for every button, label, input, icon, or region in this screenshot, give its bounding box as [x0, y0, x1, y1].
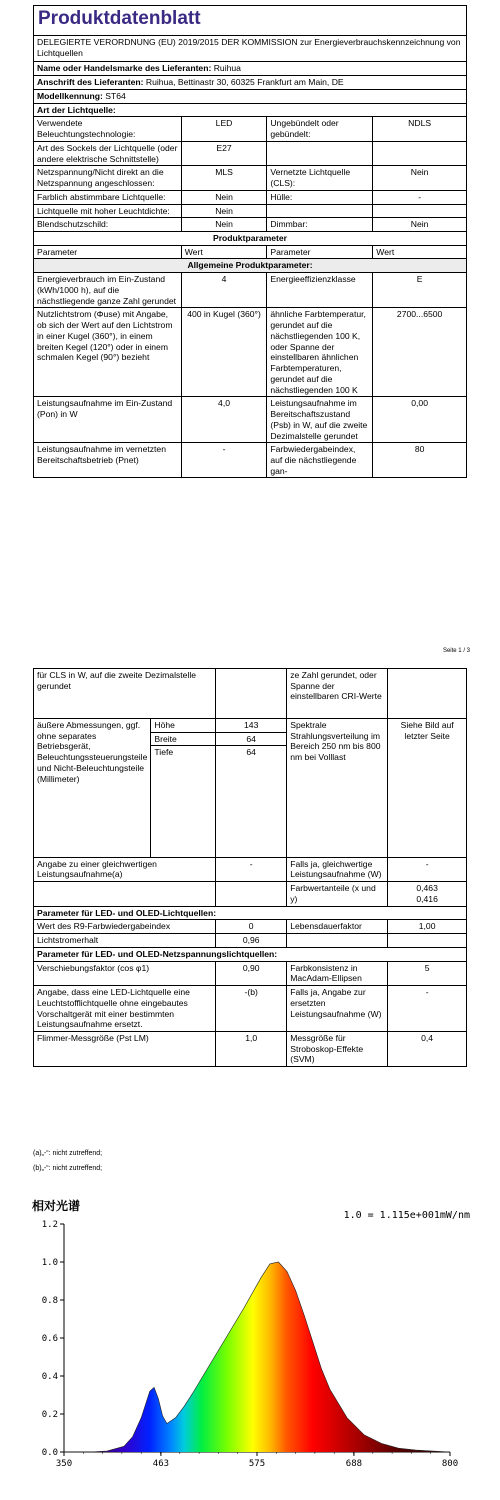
y-tick-label: 1.0 — [41, 1258, 58, 1268]
table-row — [34, 308, 467, 397]
y-tick-label: 0.8 — [41, 1296, 58, 1306]
table-row — [34, 669, 467, 719]
param-label: Angabe zu einer gleichwertigen Leistungsaufnahme(a) — [34, 857, 216, 881]
param-value: 0,96 — [216, 934, 287, 948]
table-row — [34, 190, 467, 204]
param-label: Lichtstromerhalt — [34, 934, 216, 948]
datasheet-table-2 — [33, 668, 467, 1067]
col-header-param: Parameter — [34, 245, 182, 259]
param-label: ze Zahl gerundet, oder Spanne der einstellbaren CRI-Werte — [287, 669, 388, 719]
param-value: 0,4 — [388, 1031, 467, 1066]
param-value: E — [373, 273, 467, 308]
param-value: 1,0 — [216, 1031, 287, 1066]
table-row — [34, 961, 467, 985]
param-value: 1,00 — [388, 920, 467, 934]
param-value: Siehe Bild auf letzter Seite — [388, 719, 467, 858]
table-row — [34, 166, 467, 190]
product-params-heading: Produktparameter — [34, 232, 467, 246]
param-label: Dimmbar: — [267, 218, 373, 232]
datasheet-title-box — [33, 5, 467, 35]
table-row — [34, 920, 467, 934]
param-label: Flimmer-Messgröße (Pst LM) — [34, 1031, 216, 1066]
supplier-name-row — [34, 62, 467, 76]
datasheet-page-1 — [33, 5, 467, 642]
y-tick-label: 0.4 — [41, 1372, 58, 1382]
table-row — [34, 397, 467, 443]
param-label — [267, 204, 373, 218]
supplier-name: Ruihua — [213, 63, 241, 74]
y-tick-label: 0.6 — [41, 1334, 58, 1344]
param-label: Farbwertanteile (x und y) — [287, 882, 388, 906]
model-label: Modellkennung: — [37, 90, 103, 101]
param-label: für CLS in W, auf die zweite Dezimalstelle gerundet — [34, 669, 216, 719]
param-value — [373, 204, 467, 218]
supplier-address-row — [34, 76, 467, 90]
spectrum-fill — [64, 1224, 450, 1452]
y-tick-label: 1.2 — [41, 1220, 58, 1230]
param-value: Nein — [373, 218, 467, 232]
param-value — [388, 669, 467, 719]
table-row — [34, 273, 467, 308]
table-row — [34, 719, 467, 733]
chroma-x: 0,463 — [416, 883, 438, 894]
dimensions-label: äußere Abmessungen, ggf. ohne separates Betriebsgerät, Beleuchtungssteuerungsteile und Nicht-Beleuchtungsteile (Millimeter) — [34, 719, 151, 858]
param-value: 4,0 — [181, 397, 267, 443]
footnote-a: (a)„-“: nicht zutreffend; — [33, 1150, 103, 1157]
param-label — [287, 934, 388, 948]
empty-cell — [34, 882, 216, 906]
param-value: - — [181, 443, 267, 478]
table-row — [34, 1031, 467, 1066]
datasheet-title: Produktdatenblatt — [38, 8, 201, 29]
param-value: 80 — [373, 443, 467, 478]
param-label: Wert des R9-Farbwiedergabeindex — [34, 920, 216, 934]
supplier-name-label: Name oder Handelsmarke des Lieferanten: — [37, 63, 212, 74]
param-label: Verschiebungsfaktor (cos φ1) — [34, 961, 216, 985]
dimension-value: 64 — [216, 746, 287, 759]
x-tick-label: 800 — [441, 1459, 459, 1469]
param-value: Nein — [181, 204, 267, 218]
param-label: Nutzlichtstrom (Φuse) mit Angabe, ob sich der Wert auf den Lichtstrom in einer Kugel (360°), in einem breiten Kegel (120°) oder in einem schmalen Kegel (90°) bezieht — [34, 308, 182, 397]
y-tick-label: 0.2 — [41, 1410, 58, 1420]
model-id: ST64 — [105, 90, 126, 101]
param-value: Nein — [181, 190, 267, 204]
param-value: E27 — [181, 141, 267, 165]
param-value: -(b) — [216, 986, 287, 1032]
param-value: - — [373, 190, 467, 204]
table-row — [34, 443, 467, 478]
param-label: Energieeffizienzklasse — [267, 273, 373, 308]
dimension-key: Tiefe — [151, 746, 216, 759]
y-tick-label: 0.0 — [41, 1448, 58, 1458]
param-label: Art des Sockels der Lichtquelle (oder andere elektrische Schnittstelle) — [34, 141, 182, 165]
col-header-value: Wert — [373, 245, 467, 259]
param-label: Netzspannung/Nicht direkt an die Netzspannung angeschlossen: — [34, 166, 182, 190]
param-value: 0,90 — [216, 961, 287, 985]
table-row — [34, 934, 467, 948]
param-label: Falls ja, Angabe zur ersetzten Leistungsaufnahme (W) — [287, 986, 388, 1032]
param-value — [373, 141, 467, 165]
param-label: Falls ja, gleichwertige Leistungsaufnahme (W) — [287, 857, 388, 881]
dimension-key: Höhe — [151, 719, 216, 733]
table-row — [34, 882, 467, 906]
table-row — [34, 204, 467, 218]
col-header-value: Wert — [181, 245, 267, 259]
param-value: 5 — [388, 961, 467, 985]
x-tick-label: 463 — [152, 1459, 170, 1469]
empty-cell — [151, 759, 216, 857]
general-params-heading: Allgemeine Produktparameter: — [34, 259, 467, 273]
table-row — [34, 986, 467, 1032]
x-tick-label: 350 — [55, 1459, 73, 1469]
table-row — [34, 218, 467, 232]
param-value: 4 — [181, 273, 267, 308]
param-label: Ungebündelt oder gebündelt: — [267, 117, 373, 141]
param-label: Farbwiedergabeindex, auf die nächstliegende gan- — [267, 443, 373, 478]
chroma-values — [388, 882, 467, 906]
param-value — [388, 934, 467, 948]
param-label: Verwendete Beleuchtungstechnologie: — [34, 117, 182, 141]
param-label: Vernetzte Lichtquelle (CLS): — [267, 166, 373, 190]
param-value: 2700...6500 — [373, 308, 467, 397]
param-value: LED — [181, 117, 267, 141]
spectrum-chart — [0, 1196, 500, 1500]
empty-cell — [216, 759, 287, 857]
param-label: Blendschutzschild: — [34, 218, 182, 232]
param-value: 400 in Kugel (360°) — [181, 308, 267, 397]
param-value — [216, 669, 287, 719]
chart-annotation: 1.0 = 1.115e+001mW/nm — [343, 1210, 470, 1221]
param-value: 0 — [216, 920, 287, 934]
table-row — [34, 141, 467, 165]
param-label: Leistungsaufnahme im Ein-Zustand (Pon) in W — [34, 397, 182, 443]
datasheet-table-1 — [33, 35, 467, 478]
param-label: Angabe, dass eine LED-Lichtquelle eine Leuchtstofflichtquelle ohne eingebautes Vorschaltgerät mit einer bestimmten Leistungsaufnahme ersetzt. — [34, 986, 216, 1032]
mains-section-heading: Parameter für LED- und OLED-Netzspannungslichtquellen: — [34, 947, 467, 961]
page-number: Seite 1 / 3 — [442, 648, 470, 654]
x-tick-label: 575 — [248, 1459, 266, 1469]
param-label: Hülle: — [267, 190, 373, 204]
supplier-address: Ruihua, Bettinastr 30, 60325 Frankfurt am Main, DE — [145, 77, 344, 88]
param-label: Energieverbrauch im Ein-Zustand (kWh/1000 h), auf die nächstliegende ganze Zahl gerundet — [34, 273, 182, 308]
footnote-b: (b)„-“: nicht zutreffend; — [33, 1165, 103, 1172]
dimension-key: Breite — [151, 732, 216, 746]
led-section-heading: Parameter für LED- und OLED-Lichtquellen: — [34, 906, 467, 920]
param-label: Lebensdauerfaktor — [287, 920, 388, 934]
param-label: Leistungsaufnahme im vernetzten Bereitschaftsbetrieb (Pnet) — [34, 443, 182, 478]
dimension-value: 143 — [216, 719, 287, 733]
param-value: - — [388, 857, 467, 881]
regulation-text: DELEGIERTE VERORDNUNG (EU) 2019/2015 DER KOMMISSION zur Energieverbrauchskennzeichnung von Lichtquellen — [34, 36, 467, 62]
datasheet-page-2 — [33, 668, 467, 1136]
param-label — [267, 141, 373, 165]
dimension-value: 64 — [216, 732, 287, 746]
model-row — [34, 89, 467, 103]
param-label: Farbkonsistenz in MacAdam-Ellipsen — [287, 961, 388, 985]
param-label: Messgröße für Stroboskop-Effekte (SVM) — [287, 1031, 388, 1066]
param-value: - — [216, 857, 287, 881]
table-header-row — [34, 245, 467, 259]
table-row — [34, 857, 467, 881]
param-label: Lichtquelle mit hoher Leuchtdichte: — [34, 204, 182, 218]
param-label: Farblich abstimmbare Lichtquelle: — [34, 190, 182, 204]
table-row — [34, 117, 467, 141]
param-label: Leistungsaufnahme im Bereitschaftszustand (Psb) in W, auf die zweite Dezimalstelle gerundet — [267, 397, 373, 443]
light-type-heading: Art der Lichtquelle: — [34, 103, 467, 117]
param-value: 0,00 — [373, 397, 467, 443]
param-value: Nein — [181, 218, 267, 232]
col-header-param: Parameter — [267, 245, 373, 259]
param-label: ähnliche Farbtemperatur, gerundet auf die nächstliegenden 100 K, oder Spanne der einstellbaren ähnlichen Farbtemperaturen, gerundet auf die nächstliegenden 100 K — [267, 308, 373, 397]
param-value: MLS — [181, 166, 267, 190]
param-label: Spektrale Strahlungsverteilung im Bereich 250 nm bis 800 nm bei Volllast — [287, 719, 388, 858]
param-value: NDLS — [373, 117, 467, 141]
chroma-y: 0,416 — [416, 893, 438, 904]
supplier-address-label: Anschrift des Lieferanten: — [37, 77, 144, 88]
param-value: Nein — [373, 166, 467, 190]
empty-cell — [216, 882, 287, 906]
chart-title: 相对光谱 — [32, 1199, 81, 1213]
x-tick-label: 688 — [345, 1459, 363, 1469]
param-value: - — [388, 986, 467, 1032]
